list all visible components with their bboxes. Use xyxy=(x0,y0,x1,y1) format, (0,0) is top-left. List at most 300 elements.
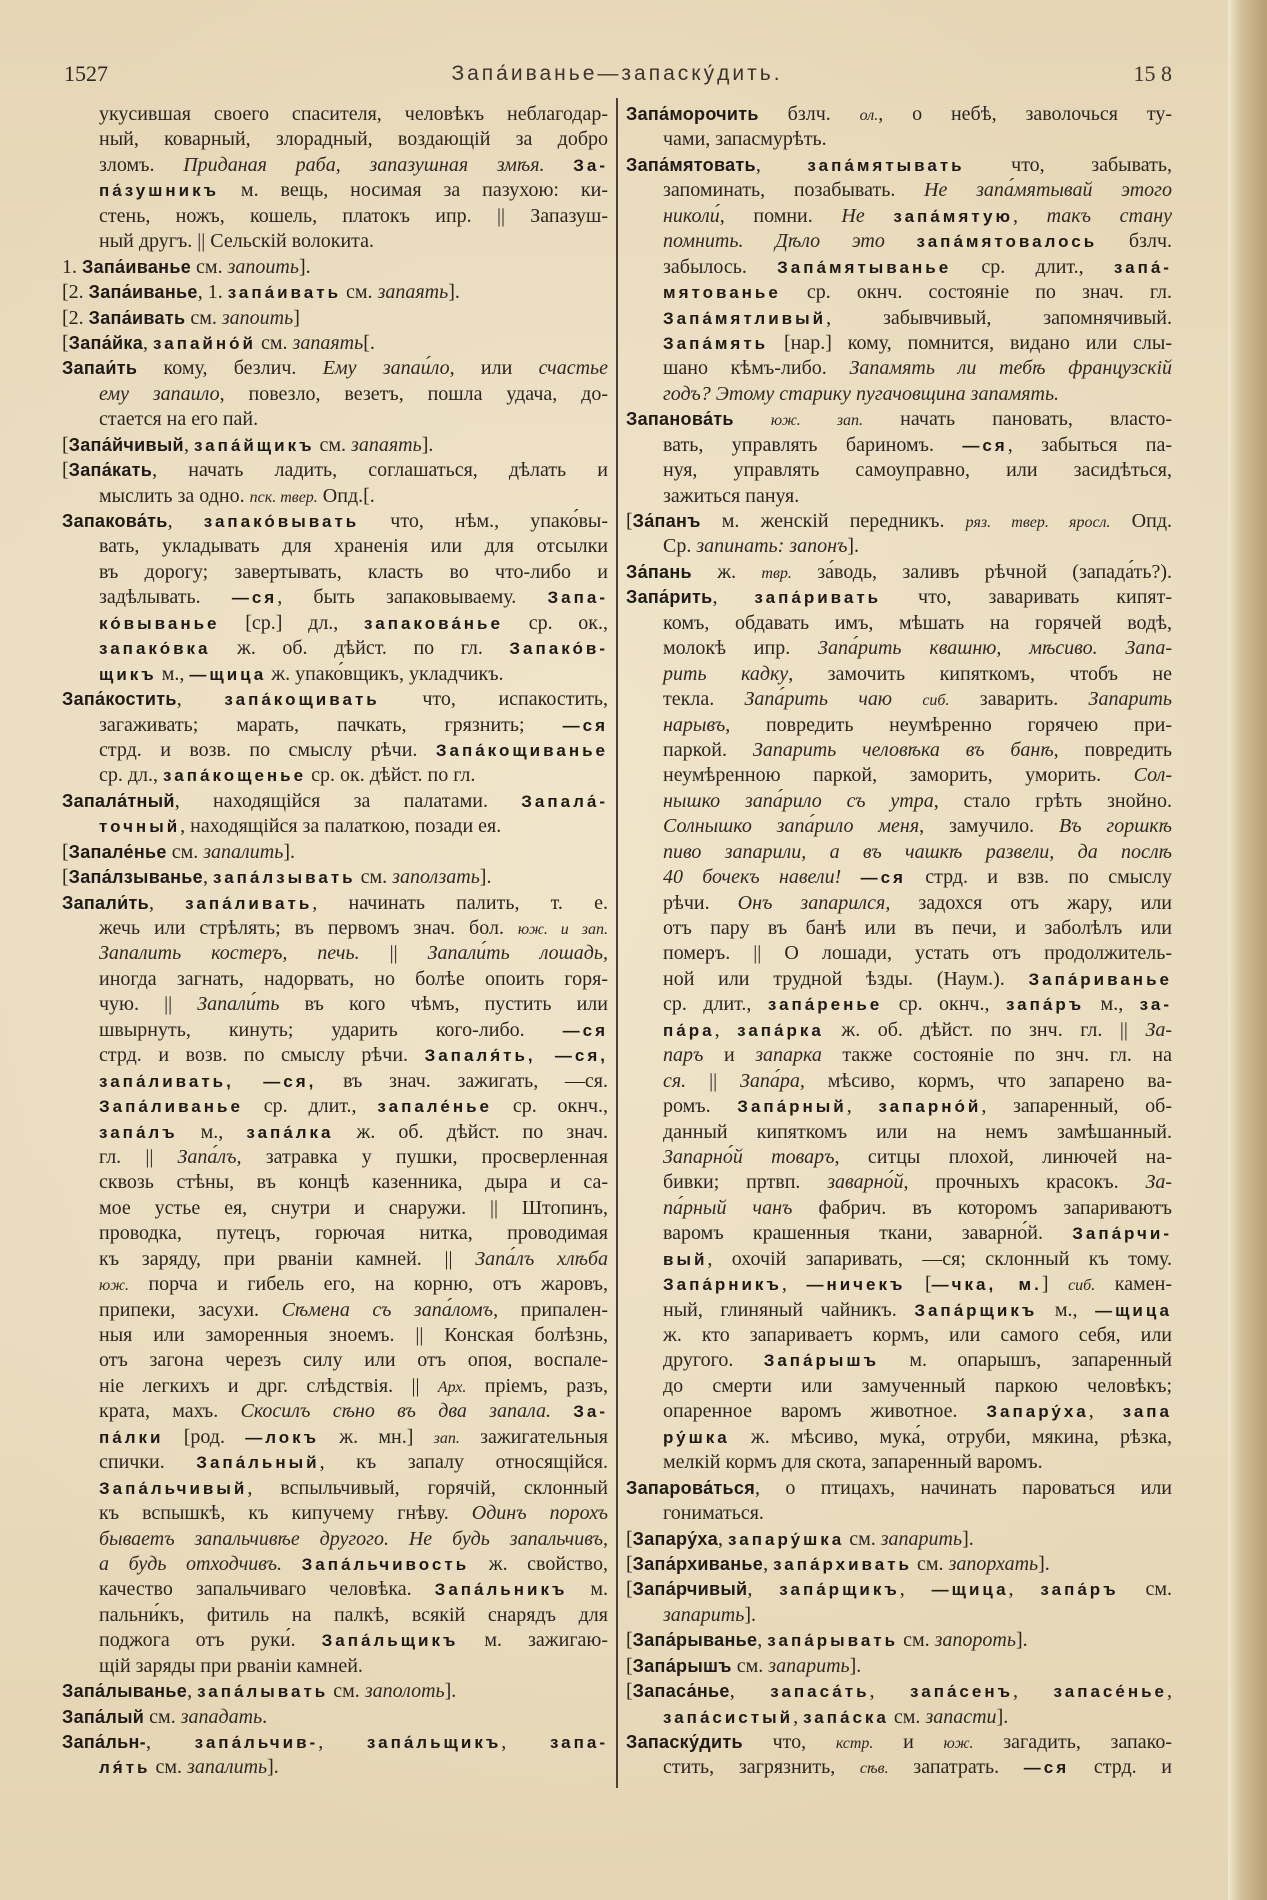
label-abbreviation: сиб. xyxy=(1068,1277,1096,1295)
definition-text: , xyxy=(846,1095,879,1118)
derived-headword: запайно́й xyxy=(153,333,256,353)
text-line xyxy=(626,356,1172,381)
headword: Запакова́ть xyxy=(62,511,168,531)
headword: Запа́рышъ xyxy=(632,1655,732,1676)
example-text: запасти xyxy=(925,1705,997,1728)
text-line xyxy=(626,1221,1172,1246)
text-line xyxy=(62,229,608,254)
definition-text: спички. xyxy=(99,1451,197,1474)
text-line xyxy=(626,636,1172,661)
example-text: Запали́ть xyxy=(197,993,280,1016)
entry-first-line xyxy=(626,509,1172,534)
derived-headword: запа́льчив- xyxy=(194,1733,319,1752)
definition-text: [ xyxy=(62,840,69,863)
definition-text: , xyxy=(714,1018,738,1041)
text-line xyxy=(626,1196,1172,1221)
derived-headword: Запа́рчи- xyxy=(1072,1224,1172,1244)
headword: Запа́рхиванье xyxy=(632,1553,764,1574)
derived-headword: Запа́льщикъ xyxy=(321,1631,459,1651)
definition-text xyxy=(734,408,771,430)
text-line xyxy=(62,534,608,559)
definition-text: , xyxy=(755,153,808,176)
text-line xyxy=(626,1043,1172,1068)
text-line xyxy=(62,1399,608,1424)
definition-text: швырнуть, кинуть; ударить кого-либо. xyxy=(99,1018,563,1041)
definition-text: ж. упако́вщикъ, укладчикъ. xyxy=(266,662,504,685)
definition-text: , xyxy=(763,1552,774,1575)
derived-headword: ко́выванье xyxy=(99,613,220,633)
text-line xyxy=(626,229,1172,254)
example-text: а будь отходчивъ. xyxy=(99,1552,283,1575)
definition-text: [. xyxy=(363,331,375,354)
text-line xyxy=(626,1705,1172,1730)
example-text: годъ? Этому старику пугачовщина запамять. xyxy=(663,382,1060,405)
text-line xyxy=(62,1043,608,1068)
example-text: ся. xyxy=(663,1069,687,1092)
label-abbreviation: ол. xyxy=(859,107,879,124)
derived-headword: запа́ренье xyxy=(767,995,883,1015)
derived-headword: за- xyxy=(1139,995,1172,1015)
text-line xyxy=(62,636,608,661)
definition-text: иногда загнать, надорвать, но болѣе опоить горя- xyxy=(99,967,608,990)
headword: Запа́льн- xyxy=(62,1732,146,1752)
definition-text: , повредить xyxy=(1053,738,1173,761)
definition-text: стрд. и возв. по смыслу рѣчи. xyxy=(99,1044,425,1067)
label-abbreviation: зап. xyxy=(433,1429,460,1447)
definition-text: [2. xyxy=(62,281,89,304)
definition-text: м., xyxy=(156,662,190,685)
definition-text: Ср. xyxy=(663,535,697,558)
derived-headword: Запа́льный xyxy=(196,1453,320,1473)
entry-first-line xyxy=(626,407,1172,432)
definition-text: ж. кто запариваетъ кормъ, или самого себя, или xyxy=(663,1324,1172,1346)
example-text: заползать xyxy=(392,866,480,889)
definition-text: опаренное варомъ животное. xyxy=(663,1400,987,1423)
derived-headword: Запаля́ть, —ся, xyxy=(424,1046,608,1066)
text-line xyxy=(626,280,1172,305)
entry-first-line xyxy=(62,1705,608,1730)
definition-text: зажиться пануя. xyxy=(663,484,800,507)
example-text: запарка xyxy=(755,1044,822,1067)
example-text: паръ xyxy=(663,1044,704,1067)
definition-text: ной или трудной ѣзды. (Наум.). xyxy=(663,967,1029,990)
text-line xyxy=(62,992,608,1017)
definition-text: , находящійся за палатами. xyxy=(174,789,522,812)
text-line xyxy=(626,763,1172,788)
entry-first-line xyxy=(62,865,608,890)
entry-first-line xyxy=(626,1577,1172,1602)
text-line xyxy=(62,1450,608,1475)
definition-text: , xyxy=(1012,204,1047,227)
text-line xyxy=(626,127,1172,152)
derived-headword: запа- xyxy=(549,1733,609,1752)
definition-text: ]. xyxy=(479,866,492,889)
definition-text: ср. окнч. состояніе по знач. гл. xyxy=(780,281,1172,304)
definition-text: и xyxy=(703,1044,756,1067)
definition-text: ный, коварный, злорадный, воздающій за добро xyxy=(99,128,608,151)
definition-text: [ xyxy=(626,1527,633,1550)
definition-text: затравка у пушки, просверленная xyxy=(241,1145,608,1168)
example-text: запорхать xyxy=(948,1552,1039,1575)
definition-text xyxy=(841,866,860,888)
definition-text: ]. xyxy=(1038,1552,1050,1575)
definition-text: поджога отъ руки́. xyxy=(99,1629,322,1652)
headword: Запа́йчивый xyxy=(68,434,184,455)
definition-text: ]. xyxy=(847,535,860,558)
example-text: запаять xyxy=(351,433,422,456)
derived-headword: —локъ xyxy=(245,1427,320,1447)
derived-headword: вый xyxy=(663,1249,708,1269)
definition-text: мелкій кормъ для скота, запаренный варомъ. xyxy=(663,1451,1043,1474)
headword: За́пань xyxy=(626,561,692,582)
derived-headword: —щица xyxy=(189,664,267,684)
headword: Запа́лыванье xyxy=(62,1681,188,1702)
derived-headword: запа xyxy=(1122,1402,1172,1422)
definition-text: , xyxy=(183,433,194,456)
entry-first-line xyxy=(62,255,608,280)
definition-text: загаживать; марать, пачкать, грязнить; xyxy=(99,713,563,736)
derived-headword: Запа́кощиванье xyxy=(435,740,608,760)
text-line xyxy=(626,992,1172,1017)
definition-text: , забывчивый, запомнячивый. xyxy=(826,306,1172,329)
definition-text: неумѣренною паркой, заморить, уморить. xyxy=(663,764,1134,787)
example-text: Скосилъ сѣно въ два запала. xyxy=(240,1400,551,1423)
definition-text: померъ. || О лошади, устать отъ продолжитель- xyxy=(663,942,1172,965)
definition-text: [нар.] кому, помнится, видано или слы- xyxy=(768,331,1172,354)
text-line xyxy=(626,1450,1172,1475)
definition-text: ]. xyxy=(298,255,311,278)
headword: Запа́ивать xyxy=(88,307,186,328)
headword: Запа́морочить xyxy=(626,104,759,124)
text-line xyxy=(626,1374,1172,1399)
derived-headword: запа́рка xyxy=(737,1020,824,1040)
definition-text: , xyxy=(143,331,154,354)
text-line xyxy=(626,1755,1172,1780)
definition-text: бивки; пртвп. xyxy=(663,1171,828,1194)
derived-headword: запа́- xyxy=(1113,257,1172,277)
definition-text xyxy=(885,230,917,252)
definition-text: зломъ. xyxy=(99,153,184,176)
example-text: западать xyxy=(180,1705,263,1728)
definition-text: см. xyxy=(1118,1578,1172,1601)
definition-text: камен- xyxy=(1095,1273,1172,1296)
text-line xyxy=(62,713,608,738)
definition-text: см. xyxy=(328,1680,365,1703)
example-text: За- xyxy=(1145,1171,1173,1194)
definition-text: м. вещь, носимая за пазухою: ки- xyxy=(219,179,608,202)
definition-text: за́водь, заливъ рѣчной (запада́ть?). xyxy=(791,560,1172,583)
definition-text: , xyxy=(318,1731,367,1753)
derived-headword: запа́сенъ xyxy=(910,1682,1014,1702)
derived-headword: запа́рхивать xyxy=(773,1554,913,1574)
example-text: бываетъ запальчивѣе другого. Не будь запальчивъ, xyxy=(99,1527,608,1550)
derived-headword: запарно́й xyxy=(878,1097,982,1117)
example-text: запарить xyxy=(768,1654,850,1677)
derived-headword: Запа́рникъ xyxy=(663,1275,782,1295)
definition-text: м. женскій передникъ. xyxy=(700,510,966,532)
text-line xyxy=(626,178,1172,203)
example-text: заварно́й xyxy=(827,1171,904,1194)
definition-text: [ xyxy=(62,459,69,482)
text-line xyxy=(626,1145,1172,1170)
definition-text: что, нѣм., упако́вы- xyxy=(359,510,609,532)
text-line xyxy=(626,534,1172,559)
text-line xyxy=(62,407,608,432)
entry-first-line xyxy=(626,1679,1172,1704)
derived-headword: запа́ливать xyxy=(185,893,313,913)
entry-first-line xyxy=(62,1730,608,1755)
definition-text xyxy=(892,688,922,710)
definition-text: , xyxy=(501,1731,550,1753)
definition-text: [ xyxy=(626,1629,633,1652)
derived-headword: —ся xyxy=(962,435,1008,455)
example-text: помнить. Дѣло это xyxy=(663,230,885,253)
label-abbreviation: юж. xyxy=(99,1277,129,1295)
entry-first-line xyxy=(62,306,608,331)
derived-headword: —ся xyxy=(231,588,278,608)
derived-headword: запа́лъ xyxy=(99,1122,178,1142)
definition-text: , прочныхъ красокъ. xyxy=(903,1171,1146,1194)
definition-text: отъ загона черезъ силу или отъ опоя, воспале- xyxy=(99,1349,608,1372)
entry-first-line xyxy=(62,458,608,483)
text-line xyxy=(62,560,608,585)
text-line xyxy=(62,967,608,992)
example-text: Сол- xyxy=(1133,764,1172,787)
definition-text: , ситцы плохой, линючей на- xyxy=(834,1145,1172,1168)
headword: Запару́ха xyxy=(632,1528,719,1549)
text-line xyxy=(626,738,1172,763)
definition-text: ]. xyxy=(962,1527,974,1550)
derived-headword: запа́мятывать xyxy=(807,155,965,175)
text-line xyxy=(626,967,1172,992)
definition-text: [ xyxy=(62,433,69,456)
derived-headword: запа́ръ xyxy=(1005,995,1085,1015)
definition-text xyxy=(865,205,894,227)
definition-text: , xyxy=(793,1705,804,1728)
derived-headword: —чка, м. xyxy=(931,1275,1042,1295)
text-line xyxy=(62,1323,608,1348)
derived-headword: За- xyxy=(573,155,608,175)
text-line xyxy=(62,1603,608,1628)
definition-text: ср. ок., xyxy=(502,611,609,634)
entry-first-line xyxy=(62,331,608,356)
derived-headword: ля́ть xyxy=(99,1758,151,1778)
text-line xyxy=(62,1425,608,1450)
derived-headword: запа́рывать xyxy=(767,1631,899,1651)
definition-text: сквозь стѣны, въ концѣ казенника, дыра и са- xyxy=(99,1171,608,1194)
example-text: па́рный чанъ xyxy=(663,1196,793,1219)
definition-text: , xyxy=(148,891,186,914)
label-abbreviation: пск. твер. xyxy=(249,488,318,506)
example-text: запоить xyxy=(227,255,299,278)
definition-text: въ знач. зажигать, —ся. xyxy=(316,1069,608,1092)
definition-text: см. xyxy=(731,1654,769,1677)
definition-text: стрд. и возв. по смыслу рѣчи. xyxy=(99,738,436,761)
derived-headword: запа́мятую xyxy=(893,206,1013,226)
label-abbreviation: ряз. твер. яросл. xyxy=(965,514,1111,531)
example-text: запалить xyxy=(203,840,284,863)
definition-text: [ xyxy=(626,1552,633,1575)
text-line xyxy=(62,1298,608,1323)
definition-text: , xyxy=(757,1629,768,1652)
left-column xyxy=(62,102,608,1781)
derived-headword: запа́ска xyxy=(803,1707,889,1727)
derived-headword: запару́шка xyxy=(728,1529,845,1549)
definition-text: || xyxy=(359,942,428,965)
definition-text: , xyxy=(176,688,225,711)
example-text: нарывъ xyxy=(663,713,726,736)
text-line xyxy=(62,153,608,178)
definition-text: , къ запалу относящійся. xyxy=(319,1451,608,1474)
definition-text: стрд. и xyxy=(1069,1756,1173,1779)
definition-text: см. xyxy=(355,866,393,889)
text-line xyxy=(62,1247,608,1272)
entry-first-line xyxy=(626,560,1172,585)
definition-text: , xyxy=(187,1680,198,1703)
text-line xyxy=(62,662,608,687)
definition-text: , xyxy=(869,1680,911,1703)
example-text: Запарить xyxy=(1088,688,1172,711)
definition-text: чую. || xyxy=(99,993,198,1016)
definition-text: , xyxy=(729,1680,771,1703)
text-line xyxy=(62,1552,608,1577)
definition-text: комъ, обдавать имъ, мѣшать на горячей водѣ, xyxy=(663,611,1172,634)
definition-text: см. xyxy=(185,306,222,329)
definition-text: , припален- xyxy=(493,1298,609,1321)
example-text: Запамять ли тебѣ французскій xyxy=(849,357,1172,380)
definition-text: , охочій запаривать, —ся; склонный къ тому. xyxy=(707,1247,1172,1270)
definition-text: начать пановать, власто- xyxy=(863,408,1172,431)
example-text: запаять xyxy=(377,281,449,304)
text-line xyxy=(62,1348,608,1373)
definition-text: кому, безлич. xyxy=(137,357,323,380)
entry-first-line xyxy=(626,1628,1172,1653)
definition-text: ный другъ. || Сельскій волокита. xyxy=(99,230,375,253)
definition-text: ср. дл., xyxy=(99,764,164,787)
example-text: нышко запа́рило съ утра xyxy=(663,789,934,812)
text-line xyxy=(626,1399,1172,1424)
derived-headword: запа́кощенье xyxy=(163,766,307,786)
definition-text: вать, укладывать для храненія или для отсылки xyxy=(99,535,608,558)
example-text: Одинъ порохъ xyxy=(471,1502,608,1525)
headword: За́панъ xyxy=(632,511,701,531)
label-abbreviation: Арх. xyxy=(437,1378,467,1396)
definition-text: , повредить неумѣренно горячею при- xyxy=(725,713,1172,736)
text-line xyxy=(626,331,1172,356)
entry-first-line xyxy=(62,891,608,916)
label-abbreviation: юж. зап. xyxy=(770,412,864,430)
definition-text: [ xyxy=(626,1680,633,1703)
label-abbreviation: юж. и зап. xyxy=(517,921,608,938)
definition-text: [род. xyxy=(163,1425,246,1448)
derived-headword: —ся xyxy=(562,1020,608,1040)
label-abbreviation: твр. xyxy=(761,564,792,582)
definition-text: см. xyxy=(150,1756,188,1779)
definition-text: ср. окнч., xyxy=(882,993,1006,1016)
example-text: Запарить человѣка въ банѣ xyxy=(752,738,1054,761)
derived-headword: па́ра xyxy=(663,1020,715,1040)
definition-text: , повезло, везетъ, пошла удача, до- xyxy=(219,382,609,405)
text-line xyxy=(626,484,1172,509)
example-text: Ему запаи́ло xyxy=(322,357,450,380)
definition-text xyxy=(551,1400,573,1422)
text-line xyxy=(62,738,608,763)
headword: Запа́иванье xyxy=(82,256,192,277)
example-text: Не запа́мятывай этого xyxy=(924,179,1172,202)
text-line xyxy=(626,687,1172,712)
definition-text: гониматься. xyxy=(663,1502,764,1525)
example-text: запинать: запонъ xyxy=(696,535,848,558)
example-text: Запа́лъ, xyxy=(177,1145,242,1168)
text-line xyxy=(62,1654,608,1679)
headword: Запали́ть xyxy=(62,892,149,913)
definition-text: ж. свойство, xyxy=(469,1552,608,1575)
derived-headword: па́зушникъ xyxy=(99,181,219,201)
example-text: запалить xyxy=(187,1756,268,1779)
derived-headword: запаса́ть xyxy=(770,1682,870,1702)
derived-headword: запа́мятовалось xyxy=(916,232,1098,252)
derived-headword: запако́вка xyxy=(99,639,211,659)
derived-headword: Запа́льникъ xyxy=(434,1580,568,1600)
text-line xyxy=(62,127,608,152)
text-line xyxy=(62,1170,608,1195)
example-text: Запа́рить чаю xyxy=(744,688,892,711)
definition-text: , xyxy=(167,510,204,532)
definition-text: ный, глиняный чайникъ. xyxy=(663,1298,915,1321)
text-line xyxy=(626,611,1172,636)
example-text: Запа́ра, xyxy=(739,1069,805,1092)
definition-text: что, заваривать кипят- xyxy=(881,586,1173,609)
definition-text: стень, ножъ, кошель, платокъ ипр. || Запазуш- xyxy=(99,204,608,227)
text-line xyxy=(62,102,608,127)
example-text: Онъ запарился, xyxy=(737,891,891,914)
text-line xyxy=(626,382,1172,407)
derived-headword: запа́ивать xyxy=(227,283,342,303)
definition-text: м. зажигаю- xyxy=(458,1629,608,1652)
definition-text: ]. xyxy=(267,1756,279,1779)
definition-text: чами, запасмурѣть. xyxy=(663,128,827,151)
headword: Запа́рить xyxy=(626,587,713,608)
definition-text xyxy=(282,1553,302,1575)
definition-text: [ xyxy=(626,1578,633,1601)
definition-text: см. xyxy=(256,331,293,354)
definition-text: бзлч. xyxy=(1097,230,1172,253)
derived-headword: Запару́ха xyxy=(986,1402,1089,1422)
derived-headword: запа́рщикъ xyxy=(779,1580,900,1600)
definition-text: ]. xyxy=(849,1654,862,1677)
derived-headword: запа́систый xyxy=(663,1707,794,1727)
definition-text: проводка, путецъ, горючая нитка, проводимая xyxy=(99,1222,608,1245)
definition-text: другого. xyxy=(663,1349,764,1372)
example-text: Въ горшкѣ xyxy=(1058,815,1172,838)
definition-text: ж. об. дѣйст. по гл. xyxy=(210,637,510,660)
headword: Запала́тный xyxy=(62,790,175,811)
text-line xyxy=(626,306,1172,331)
text-line xyxy=(62,382,608,407)
definition-text: м., xyxy=(177,1120,247,1143)
definition-text: , о птицахъ, начинать пароваться или xyxy=(755,1476,1172,1499)
definition-text: припеки, засухи. xyxy=(99,1298,282,1321)
derived-headword: запа́ливать, —ся, xyxy=(99,1071,317,1091)
definition-text: шано кѣмъ-либо. xyxy=(663,357,850,380)
definition-text: см. xyxy=(166,840,204,863)
text-line xyxy=(626,1170,1172,1195)
definition-text: въ дорогу; завертывать, класть во что-либо и xyxy=(99,560,608,583)
definition-text: что, забывать, xyxy=(964,153,1173,176)
text-line xyxy=(62,484,608,509)
definition-text: запоминать, позабывать. xyxy=(663,179,925,202)
text-line xyxy=(62,1018,608,1043)
